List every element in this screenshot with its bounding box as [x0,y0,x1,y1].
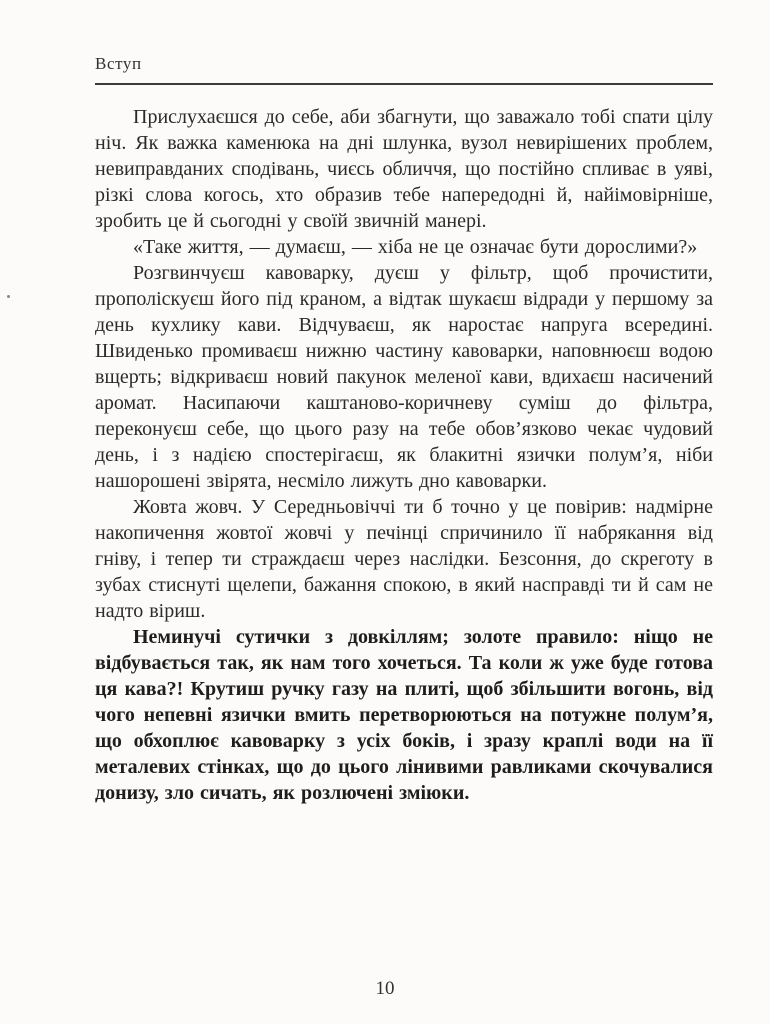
header-rule [95,83,713,85]
page-number: 10 [375,978,395,999]
page-header [95,54,713,85]
paragraph-1: Прислухаєшся до себе, аби збагнути, що заважало тобі спати цілу ніч. Як важка каменюка на дні шлунка, вузол невирішених проблем, невиправданих сподівань, чиєсь обличчя, що постійно спливає в уяві, різкі слова когось, хто образив тебе напередодні й, найімовірніше, зробить це й сьогодні у своїй звичній манері. [95,106,713,232]
paragraph-3: Розгвинчуєш кавоварку, дуєш у фільтр, щоб прочистити, прополіскуєш його під краном, а відтак шукаєш відради у першому за день кухлику кави. Відчуваєш, як наростає напруга всередині. Швиденько промиваєш нижню частину кавоварки, наповнюєш водою вщерть; відкриваєш новий пакунок меленої кави, вдихаєш насичений аромат. Насипаючи каштаново-коричневу суміш до фільтра, переконуєш себе, що цього разу на тебе обов’язково чекає чудовий день, і з надією спостерігаєш, як блакитні язички полум’я, ніби нашорошені звірята, несміло лижуть дно кавоварки. [95,262,713,492]
paragraph-4: Жовта жовч. У Середньовіччі ти б точно у це повірив: надмірне накопичення жовтої жовчі у печінці спричинило її набрякання від гніву, і тепер ти страждаєш через наслідки. Безсоння, до скреготу в зубах стиснуті щелепи, бажання спокою, в який насправді ти й сам не надто віриш. [95,496,713,622]
page-body [95,104,713,806]
chapter-title: Вступ [95,54,142,73]
paragraph-2: «Таке життя, — думаєш, — хіба не це означає бути дорослими?» [133,236,698,258]
scan-speck [7,295,10,298]
paragraph-5: Неминучі сутички з довкіллям; золоте правило: ніщо не відбувається так, як нам того хочеться. Та коли ж уже буде готова ця кава?! Крутиш ручку газу на плиті, щоб збільшити вогонь, від чого непевні язички вмить перетворюються на потужне полум’я, що обхоплює кавоварку з усіх боків, і зразу краплі води на її металевих стінках, що до цього лінивими равликами скочувалися донизу, зло сичать, як розлючені зміюки. [95,626,713,804]
